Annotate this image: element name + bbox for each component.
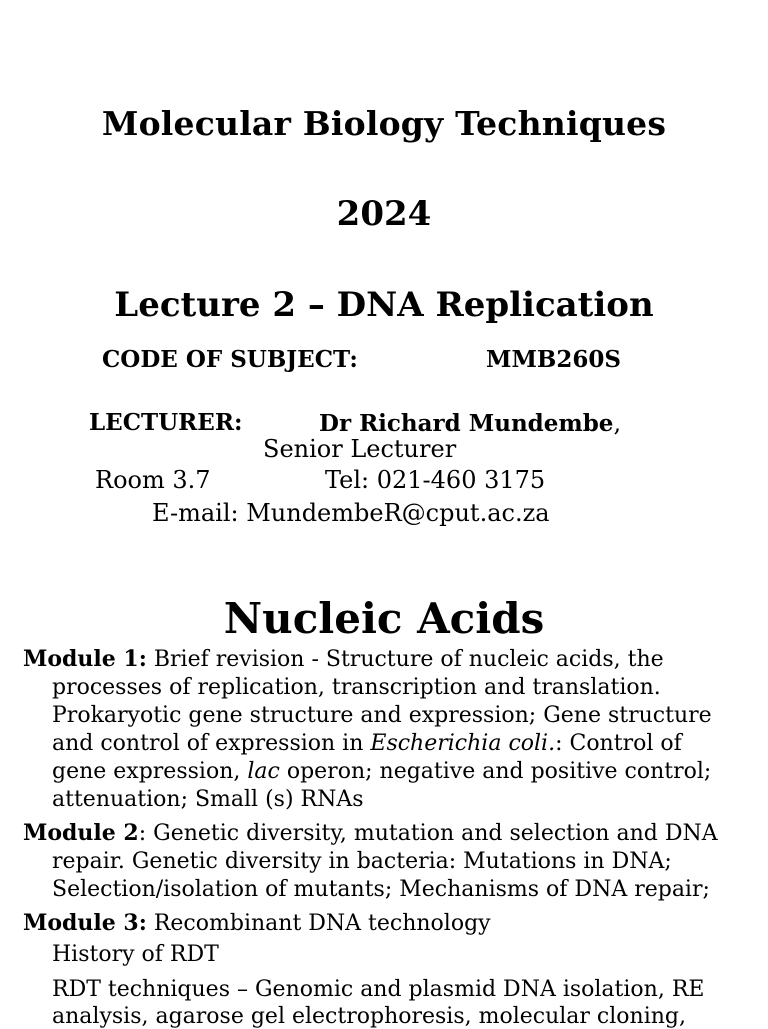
- module-3-techniques-cont: analysis, agarose gel electrophoresis, molecular cloning,: [52, 1004, 686, 1029]
- module-3: [23, 909, 743, 938]
- lecturer-name: Dr Richard Mundembe: [319, 410, 614, 437]
- subject-code-value: MMB260S: [486, 346, 621, 373]
- module-1-text: and control of expression in: [52, 731, 371, 756]
- document-title: Molecular Biology Techniques: [101, 104, 667, 143]
- lecturer-tel: Tel: 021-460 3175: [325, 466, 546, 494]
- module-2-label: Module 2: [23, 820, 139, 846]
- module-1-text: operon; negative and positive control;: [279, 759, 712, 784]
- document-year: 2024: [336, 194, 432, 234]
- module-2-text: Selection/isolation of mutants; Mechanisms of DNA repair;: [52, 877, 710, 902]
- module-1-text: processes of replication, transcription and translation.: [52, 675, 661, 700]
- module-3-text: Recombinant DNA technology: [146, 911, 491, 936]
- lecturer-email: E-mail: MundembeR@cput.ac.za: [152, 499, 550, 527]
- module-3-label: Module 3:: [23, 910, 147, 936]
- module-1-label: Module 1:: [23, 646, 147, 672]
- lecturer-position: Senior Lecturer: [263, 435, 457, 463]
- module-3-history: History of RDT: [52, 942, 219, 967]
- module-1: [23, 645, 743, 814]
- module-1-text: attenuation; Small (s) RNAs: [52, 787, 364, 812]
- lecture-title: Lecture 2 – DNA Replication: [114, 285, 654, 325]
- module-1-text: : Control of: [555, 731, 682, 756]
- section-heading: Nucleic Acids: [223, 594, 545, 643]
- module-1-text: gene expression,: [52, 759, 248, 784]
- module-1-text: Brief revision - Structure of nucleic acids, the: [146, 647, 664, 672]
- module-2: [23, 819, 743, 904]
- lecturer-name-comma: ,: [613, 409, 622, 437]
- subject-code-label: CODE OF SUBJECT:: [102, 346, 358, 373]
- gene-name: lac: [247, 759, 280, 784]
- module-2-text: repair. Genetic diversity in bacteria: Mutations in DNA;: [52, 849, 672, 874]
- lecturer-name-row: [319, 409, 621, 437]
- lecturer-label: LECTURER:: [89, 409, 243, 436]
- module-1-text: Prokaryotic gene structure and expression; Gene structure: [52, 703, 712, 728]
- module-3-techniques: RDT techniques – Genomic and plasmid DNA isolation, RE: [52, 977, 705, 1002]
- lecturer-room: Room 3.7: [95, 466, 211, 494]
- module-2-text: : Genetic diversity, mutation and selection and DNA: [138, 821, 718, 846]
- species-name: Escherichia coli.: [370, 731, 556, 756]
